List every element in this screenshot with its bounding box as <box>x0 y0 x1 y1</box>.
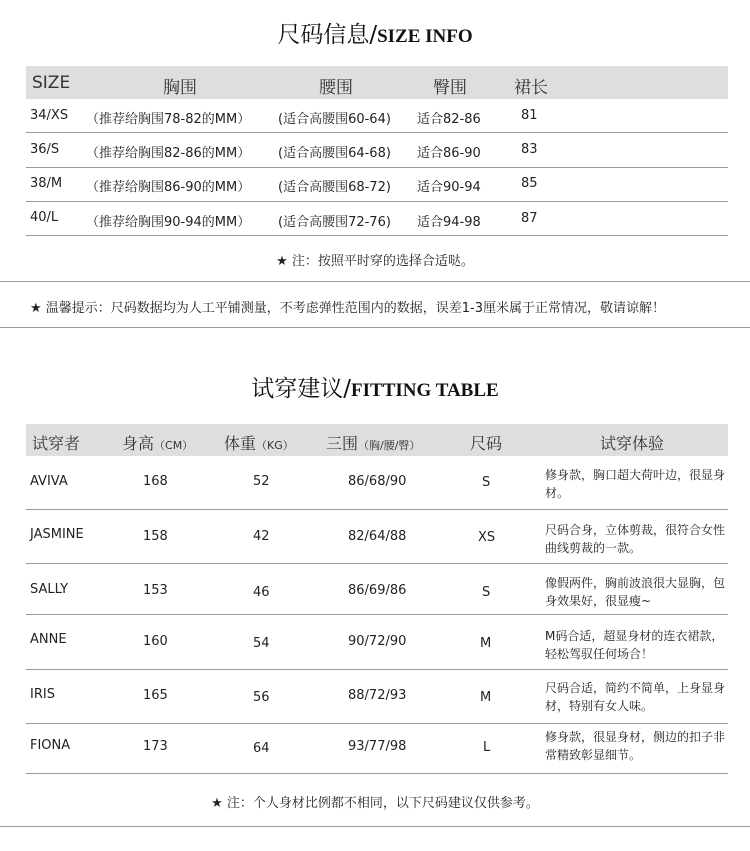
size-row-length: 85 <box>521 176 538 191</box>
size-row-waist: (适合高腰围60-64) <box>278 112 391 127</box>
fit-header-height-unit: （CM） <box>154 439 194 452</box>
fit-header-measure-label: 三围 <box>326 434 359 453</box>
row-divider <box>26 132 728 133</box>
fitting-title-cn: 试穿建议/ <box>251 376 352 402</box>
fitting-title <box>0 370 750 403</box>
fit-row-experience: 尺码合适，简约不简单，上身显身材，特别有女人味。 <box>545 681 726 713</box>
fit-row-height: 173 <box>143 739 168 754</box>
row-divider <box>26 669 728 670</box>
fit-row-measure: 82/64/88 <box>348 529 407 544</box>
fit-row-experience: 修身款，胸口超大荷叶边，很显身材。 <box>545 468 726 500</box>
fit-header-experience: 试穿体验 <box>600 434 665 453</box>
fit-row-experience: 像假两件，胸前波浪很大显胸，包身效果好，很显瘦~ <box>545 576 726 608</box>
size-row-hip: 适合94-98 <box>417 215 481 230</box>
size-row-waist: (适合高腰围64-68) <box>278 146 391 161</box>
fit-row-weight: 42 <box>253 529 270 544</box>
row-divider <box>26 509 728 510</box>
fit-row-size: L <box>483 740 491 755</box>
fitting-title-en: FITTING TABLE <box>351 380 499 401</box>
row-divider <box>26 167 728 168</box>
fit-header-weight <box>224 431 294 454</box>
fit-row-measure: 88/72/93 <box>348 688 407 703</box>
fit-row-name: FIONA <box>30 738 71 753</box>
section-divider <box>0 826 750 827</box>
fit-row-height: 160 <box>143 634 168 649</box>
fit-header-weight-unit: （KG） <box>256 439 294 452</box>
fit-row-measure: 86/69/86 <box>348 583 407 598</box>
section-divider <box>0 327 750 328</box>
row-divider <box>26 614 728 615</box>
size-row-size: 36/S <box>30 142 60 157</box>
fit-row-experience: 尺码合身，立体剪裁，很符合女性曲线剪裁的一款。 <box>545 523 726 555</box>
fit-row-name: SALLY <box>30 582 69 597</box>
row-divider <box>26 201 728 202</box>
row-divider <box>26 563 728 564</box>
size-header-size: SIZE <box>32 73 71 93</box>
fit-row-size: M <box>480 690 492 705</box>
size-header-hip: 臀围 <box>433 78 467 98</box>
fit-row-weight: 52 <box>253 474 270 489</box>
fit-row-name: JASMINE <box>30 527 84 542</box>
fit-row-height: 165 <box>143 688 168 703</box>
size-row-length: 87 <box>521 211 538 226</box>
fit-row-measure: 93/77/98 <box>348 739 407 754</box>
fit-header-height <box>122 431 193 454</box>
fit-row-size: M <box>480 636 492 651</box>
fit-row-experience: 修身款，很显身材，侧边的扣子非常精致彰显细节。 <box>545 730 726 762</box>
size-row-hip: 适合82-86 <box>417 112 481 127</box>
fit-row-weight: 56 <box>253 690 270 705</box>
fit-row-size: S <box>482 585 491 600</box>
section-divider <box>0 281 750 282</box>
size-row-length: 83 <box>521 142 538 157</box>
fitting-note: ★ 注：个人身材比例都不相同，以下尺码建议仅供参考。 <box>211 796 539 811</box>
row-divider <box>26 773 728 774</box>
fit-header-measure <box>326 431 420 454</box>
fit-row-height: 153 <box>143 583 168 598</box>
fit-row-weight: 46 <box>253 585 270 600</box>
fit-row-height: 158 <box>143 529 168 544</box>
size-row-length: 81 <box>521 108 538 123</box>
fit-row-weight: 54 <box>253 636 270 651</box>
size-row-hip: 适合86-90 <box>417 146 481 161</box>
size-info-title-cn: 尺码信息/ <box>277 22 378 48</box>
fit-row-size: XS <box>478 530 496 545</box>
size-table-header <box>26 66 728 99</box>
size-tip: ★ 温馨提示：尺码数据均为人工平铺测量，不考虑弹性范围内的数据，误差1-3厘米属于正常情况，敬请谅解！ <box>30 301 666 316</box>
fitting-table-header <box>26 424 728 456</box>
fit-row-name: ANNE <box>30 632 67 647</box>
size-row-chest: （推荐给胸围90-94的MM） <box>86 215 251 230</box>
fit-row-measure: 86/68/90 <box>348 474 407 489</box>
fit-row-weight: 64 <box>253 741 270 756</box>
fit-row-height: 168 <box>143 474 168 489</box>
fit-header-tester: 试穿者 <box>32 434 81 453</box>
size-row-waist: (适合高腰围68-72) <box>278 180 391 195</box>
row-divider <box>26 235 728 236</box>
size-row-chest: （推荐给胸围78-82的MM） <box>86 112 251 127</box>
size-header-length: 裙长 <box>514 78 548 98</box>
size-info-title-en: SIZE INFO <box>377 26 473 47</box>
fit-header-height-label: 身高 <box>122 434 155 453</box>
fit-header-weight-label: 体重 <box>224 434 257 453</box>
row-divider <box>26 723 728 724</box>
size-row-size: 34/XS <box>30 108 69 123</box>
fit-header-measure-unit: （胸/腰/臀） <box>358 439 421 452</box>
fit-row-name: AVIVA <box>30 474 68 489</box>
size-row-hip: 适合90-94 <box>417 180 481 195</box>
fit-header-size: 尺码 <box>470 434 503 453</box>
size-row-chest: （推荐给胸围86-90的MM） <box>86 180 251 195</box>
size-info-title <box>0 16 750 49</box>
size-row-waist: (适合高腰围72-76) <box>278 215 391 230</box>
size-note: ★ 注：按照平时穿的选择合适哒。 <box>276 254 474 269</box>
size-row-chest: （推荐给胸围82-86的MM） <box>86 146 251 161</box>
size-row-size: 40/L <box>30 210 59 225</box>
size-row-size: 38/M <box>30 176 63 191</box>
fit-row-name: IRIS <box>30 687 55 702</box>
size-header-chest: 胸围 <box>163 78 197 98</box>
fit-row-measure: 90/72/90 <box>348 634 407 649</box>
size-header-waist: 腰围 <box>319 78 353 98</box>
fit-row-experience: M码合适，超显身材的连衣裙款，轻松驾驭任何场合！ <box>545 629 724 661</box>
fit-row-size: S <box>482 475 491 490</box>
